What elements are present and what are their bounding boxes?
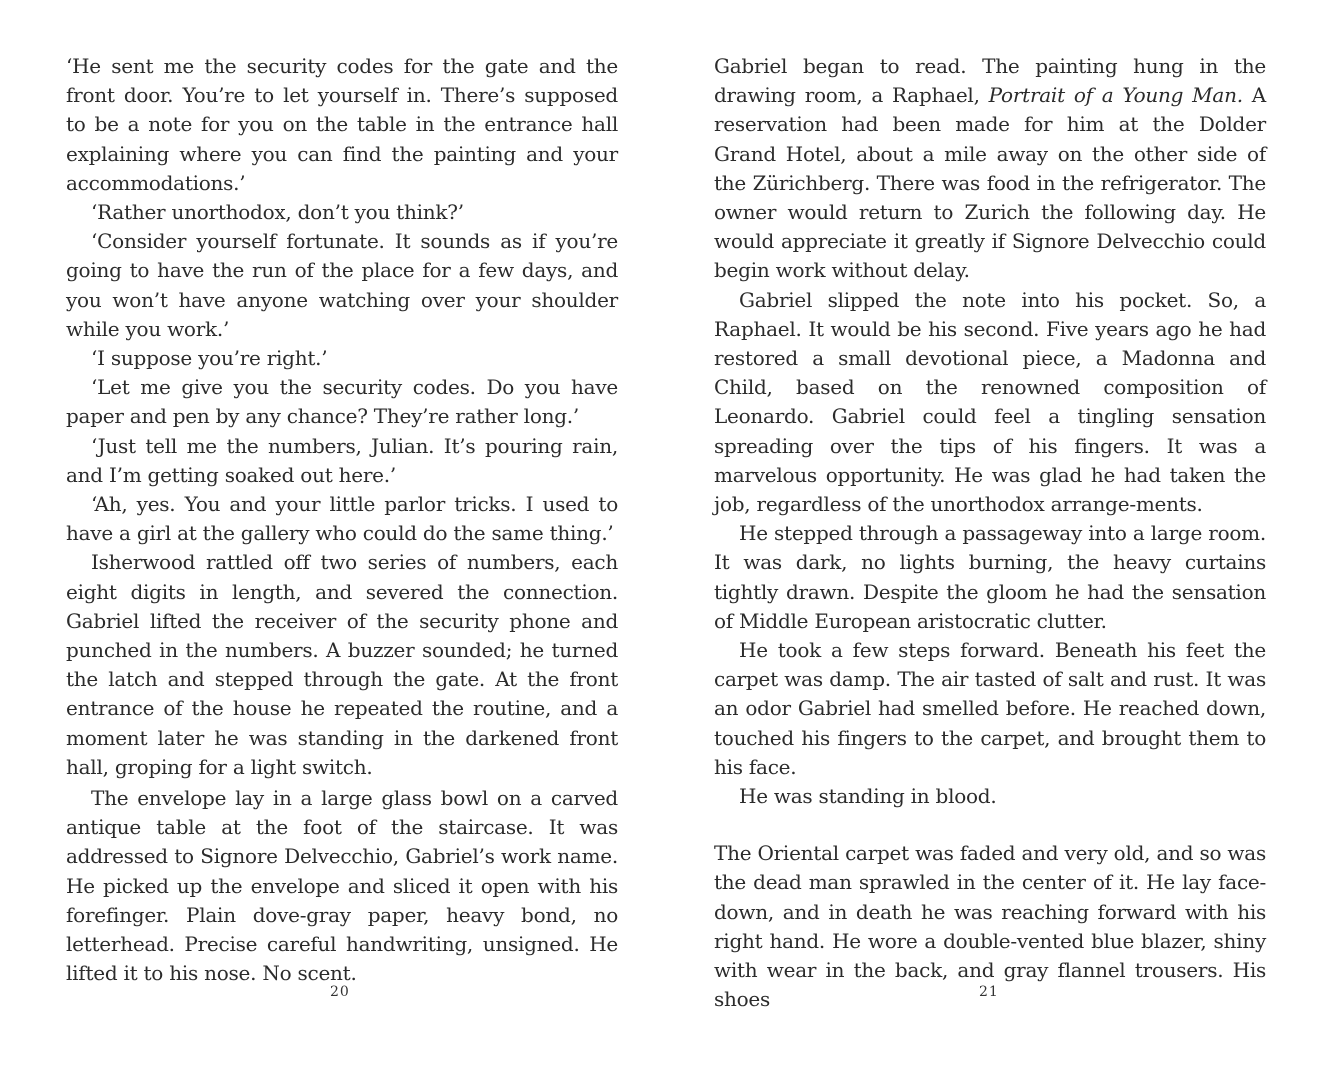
section-break	[714, 811, 1266, 839]
paragraph: ‘Rather unorthodox, don’t you think?’	[91, 200, 464, 225]
paragraph: ‘He sent me the security codes for the gate and the front door. You’re to let yourself in. There’s supposed to be a note for you on the table in the entrance hall explaining where you can find the painting and your accommodations.’	[66, 54, 618, 195]
paragraph: He took a few steps forward. Beneath his feet the carpet was damp. The air tasted of salt and rust. It was an odor Gabriel had smelled before. He reached down, touched his fingers to the carpet, and brought them to his face.	[714, 638, 1266, 779]
right-page	[714, 52, 1266, 1015]
paragraph: He stepped through a passageway into a large room. It was dark, no lights burning, the heavy curtains tightly drawn. Despite the gloom he had the sensation of Middle European aristocratic clutter.	[714, 521, 1266, 633]
paragraph-text: A reservation had been made for him at the Dolder Grand Hotel, about a mile away on the other side of the Zürichberg. There was food in the refrigerator. The owner would return to Zurich the following day. He would appreciate it greatly if Signore Delvecchio could begin work without delay.	[714, 83, 1266, 283]
paragraph: The envelope lay in a large glass bowl on a carved antique table at the foot of the staircase. It was addressed to Signore Delvecchio, Gabriel’s work name. He picked up the envelope and sliced it open with his forefinger. Plain dove-gray paper, heavy bond, no letterhead. Precise careful handwriting, unsigned. He lifted it to his nose. No scent.	[66, 786, 618, 986]
paragraph: The Oriental carpet was faded and very old, and so was the dead man sprawled in the center of it. He lay face-down, and in death he was reaching forward with his right hand. He wore a double-vented blue blazer, shiny with wear in the back, and gray flannel trousers. His shoes	[714, 841, 1266, 1012]
paragraph: ‘Just tell me the numbers, Julian. It’s pouring rain, and I’m getting soaked out here.’	[66, 433, 618, 487]
paragraph: ‘I suppose you’re right.’	[91, 346, 328, 371]
paragraph-text: Gabriel began to read. The painting hung in the drawing room, a Raphael,	[714, 54, 1266, 108]
paragraph-with-title	[714, 52, 1266, 286]
paragraph: Isherwood rattled off two series of numbers, each eight digits in length, and severed the connection. Gabriel lifted the receiver of the security phone and punched in the numbers. A buzzer sounded; he turned the latch and stepped through the gate. At the front entrance of the house he repeated the routine, and a moment later he was standing in the darkened front hall, groping for a light switch.	[66, 550, 618, 779]
paragraph: ‘Let me give you the security codes. Do you have paper and pen by any chance? They’re rather long.’	[66, 375, 618, 429]
paragraph: Gabriel slipped the note into his pocket. So, a Raphael. It would be his second. Five years ago he had restored a small devotional piece, a Madonna and Child, based on the renowned composition of Leonardo. Gabriel could feel a tingling sensation spreading over the tips of his fingers. It was a marvelous opportunity. He was glad he had taken the job, regardless of the unorthodox arrange-ments.	[714, 287, 1266, 517]
paragraph: ‘Ah, yes. You and your little parlor tricks. I used to have a girl at the gallery who could do the same thing.’	[66, 492, 618, 546]
left-page	[66, 52, 618, 989]
page-number-right: 21	[979, 984, 999, 1000]
page-number-left: 20	[330, 984, 350, 1000]
paragraph: ‘Consider yourself fortunate. It sounds as if you’re going to have the run of the place for a few days, and you won’t have anyone watching over your shoulder while you work.’	[66, 229, 618, 341]
paragraph: He was standing in blood.	[739, 784, 997, 809]
painting-title: Portrait of a Young Man.	[988, 83, 1243, 108]
